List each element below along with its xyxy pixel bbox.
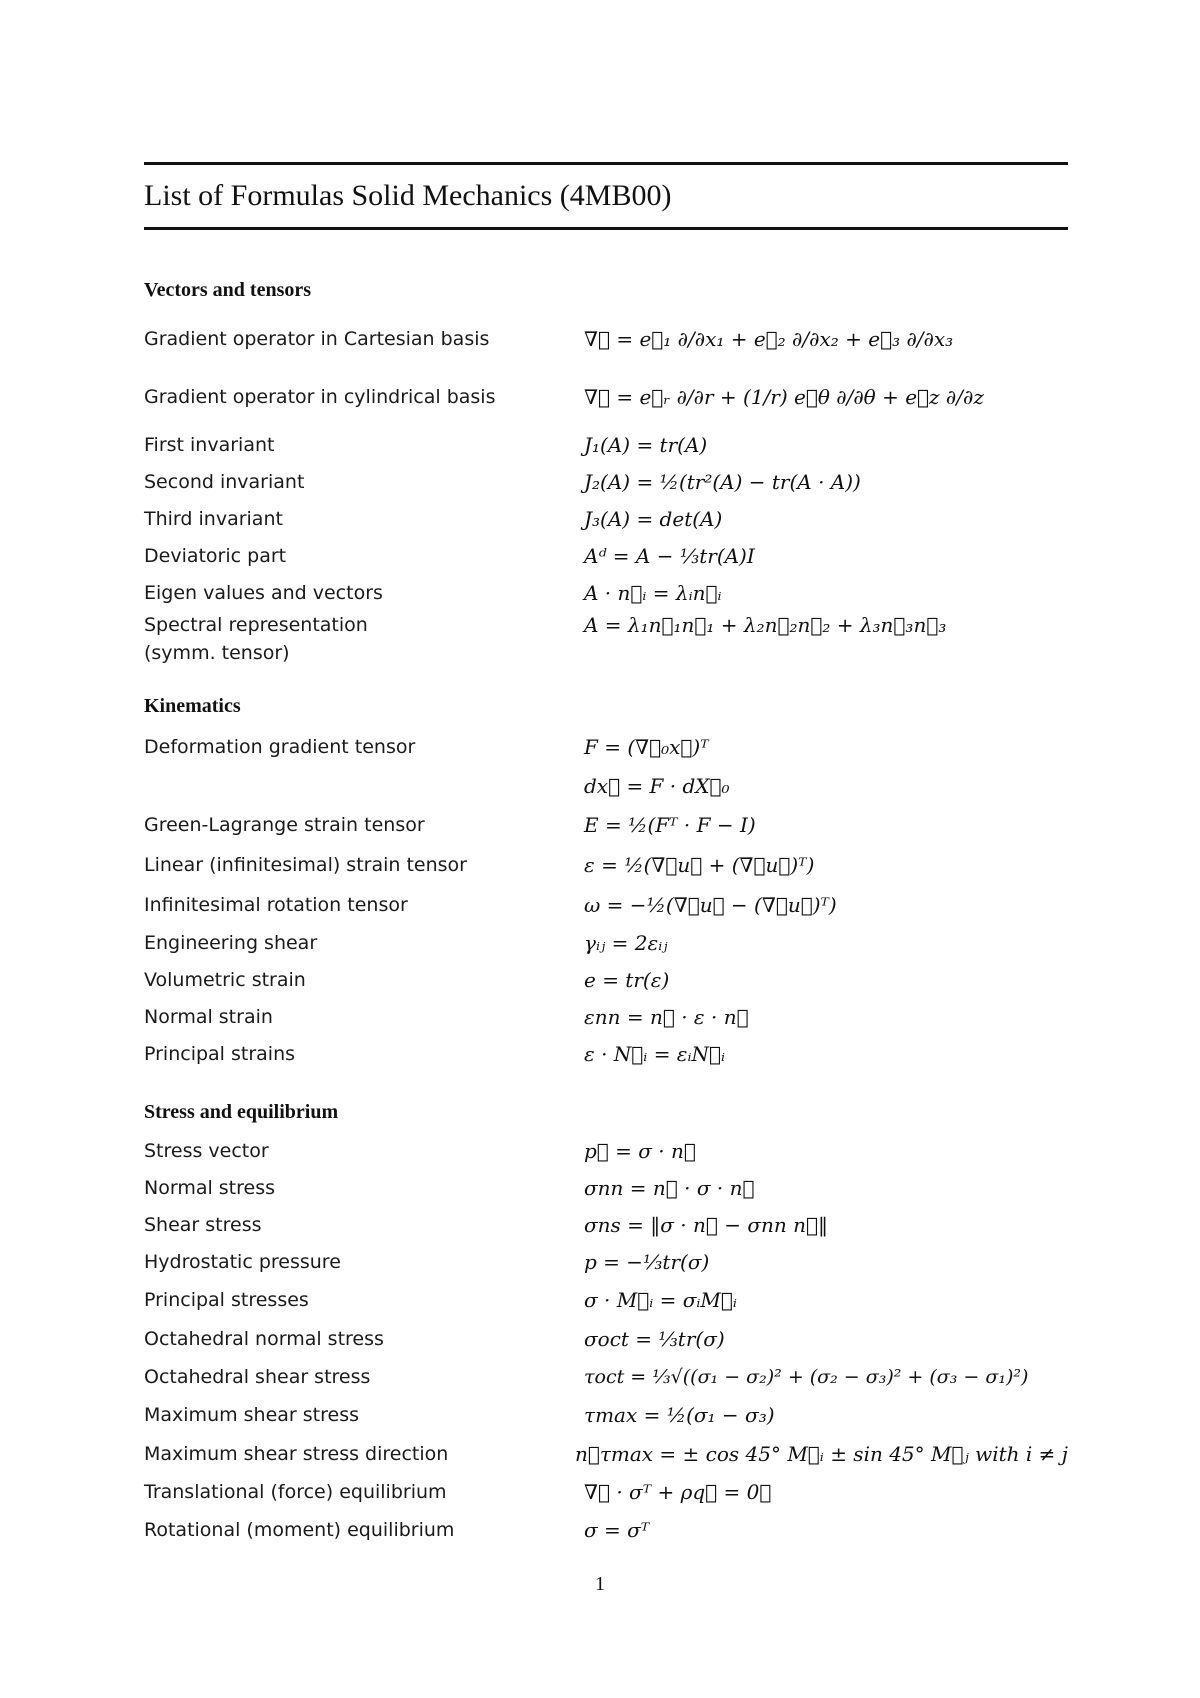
formula-label: Maximum shear stress [144,1404,360,1426]
formula-label: Principal stresses [144,1289,309,1311]
formula-row [144,1035,1068,1072]
formula-label: Hydrostatic pressure [144,1251,341,1273]
formula-expression: σ = σᵀ [584,1518,650,1542]
formula-label: First invariant [144,433,275,456]
section-stress-and-equilibrium [144,1100,1068,1549]
formula-expression: dx⃗ = F · dX⃗₀ [584,774,730,798]
formula-label: Deformation gradient tensor [144,736,416,758]
formula-label: Shear stress [144,1213,262,1236]
formula-row [144,1281,1068,1319]
formula-expression: σ · M⃗ᵢ = σᵢM⃗ᵢ [584,1288,737,1312]
formula-label: Deviatoric part [144,544,287,567]
formula-row [144,1358,1068,1396]
formula-expression: ∇⃗ = e⃗ᵣ ∂/∂r + (1/r) e⃗θ ∂/∂θ + e⃗z ∂/∂z [584,385,984,409]
formula-row [144,961,1068,998]
formula-label: Gradient operator in Cartesian basis [144,328,490,350]
formula-expression: τmax = ½(σ₁ − σ₃) [584,1403,775,1427]
formula-row [144,611,1068,671]
formula-expression: σoct = ⅓tr(σ) [584,1326,725,1351]
section-heading: Kinematics [144,695,241,717]
formula-row [144,1473,1068,1511]
formula-expression: ε · N⃗ᵢ = εᵢN⃗ᵢ [584,1041,726,1066]
formula-expression: γᵢⱼ = 2εᵢⱼ [584,930,668,955]
formula-row [144,924,1068,961]
formula-row [144,804,1068,845]
title-bottom-rule [144,227,1068,230]
formula-expression: A · n⃗ᵢ = λᵢn⃗ᵢ [584,580,722,605]
formula-label: Eigen values and vectors [144,581,383,604]
formula-label: Infinitesimal rotation tensor [144,893,408,916]
section-heading: Stress and equilibrium [144,1101,339,1123]
section-vectors-and-tensors [144,278,1068,671]
formula-row [144,310,1068,368]
section-heading: Vectors and tensors [144,279,312,301]
formula-expression: p⃗ = σ · n⃗ [584,1138,696,1163]
formula-row [144,1132,1068,1169]
formula-label: Maximum shear stress direction [144,1442,449,1465]
page-title: List of Formulas Solid Mechanics (4MB00) [144,179,672,212]
formula-expression: p = −⅓tr(σ) [584,1250,710,1274]
formula-expression: J₂(A) = ½(tr²(A) − tr(A · A)) [584,469,861,494]
formula-label: Stress vector [144,1139,269,1162]
formula-label: Volumetric strain [144,968,306,991]
formula-row [144,574,1068,611]
formula-row [144,1206,1068,1243]
formula-label: Normal strain [144,1005,273,1028]
formula-row [144,1434,1068,1473]
formula-expression: ε = ½(∇⃗u⃗ + (∇⃗u⃗)ᵀ) [584,853,815,877]
formula-row [144,768,1068,804]
formula-row [144,426,1068,463]
formula-row [144,885,1068,924]
formula-expression: ω = −½(∇⃗u⃗ − (∇⃗u⃗)ᵀ) [584,892,837,917]
formula-label: Third invariant [144,507,283,530]
title-top-rule [144,162,1068,165]
formula-row [144,1169,1068,1206]
formula-label: Normal stress [144,1176,276,1199]
formula-expression: J₁(A) = tr(A) [584,432,708,457]
formula-row [144,368,1068,426]
formula-label: Engineering shear [144,931,318,954]
formula-label: Linear (infinitesimal) strain tensor [144,854,467,876]
formula-row [144,1511,1068,1549]
formula-expression: σns = ‖σ · n⃗ − σnn n⃗‖ [584,1212,829,1237]
formula-expression: ∇⃗ · σᵀ + ρq⃗ = 0⃗ [584,1480,772,1504]
formula-expression: τoct = ⅓√((σ₁ − σ₂)² + (σ₂ − σ₃)² + (σ₃ − σ₁)²) [584,1366,1029,1388]
formula-row [144,1319,1068,1358]
formula-expression: e = tr(ε) [584,967,670,992]
formula-label: Principal strains [144,1042,296,1065]
formula-expression: J₃(A) = det(A) [584,506,723,531]
page-number: 1 [595,1573,605,1595]
formula-row [144,998,1068,1035]
formula-expression: σnn = n⃗ · σ · n⃗ [584,1175,755,1200]
formula-expression: E = ½(Fᵀ · F − I) [584,812,756,837]
formula-label: Second invariant [144,470,305,493]
formula-expression: εnn = n⃗ · ε · n⃗ [584,1004,749,1029]
formula-label: Green-Lagrange strain tensor [144,813,425,836]
formula-row [144,726,1068,768]
formula-expression: F = (∇⃗₀x⃗)ᵀ [584,735,709,759]
formula-row [144,1396,1068,1434]
formula-row [144,537,1068,574]
formula-row [144,500,1068,537]
formula-label: Rotational (moment) equilibrium [144,1519,455,1541]
formula-row [144,845,1068,885]
formula-label: Gradient operator in cylindrical basis [144,386,496,408]
formula-label: Spectral representation (symm. tensor) [144,614,368,664]
formula-expression: n⃗τmax = ± cos 45° M⃗ᵢ ± sin 45° M⃗ⱼ with i ≠ j [574,1441,1068,1466]
formula-label: Octahedral shear stress [144,1366,371,1388]
formula-label: Translational (force) equilibrium [144,1481,447,1503]
formula-expression: A = λ₁n⃗₁n⃗₁ + λ₂n⃗₂n⃗₂ + λ₃n⃗₃n⃗₃ [584,613,947,637]
formula-expression: ∇⃗ = e⃗₁ ∂/∂x₁ + e⃗₂ ∂/∂x₂ + e⃗₃ ∂/∂x₃ [584,327,954,351]
formula-label: Octahedral normal stress [144,1327,384,1350]
formula-row [144,463,1068,500]
formula-row [144,1243,1068,1281]
formula-expression: Aᵈ = A − ⅓tr(A)I [584,543,755,568]
section-kinematics [144,694,1068,1072]
